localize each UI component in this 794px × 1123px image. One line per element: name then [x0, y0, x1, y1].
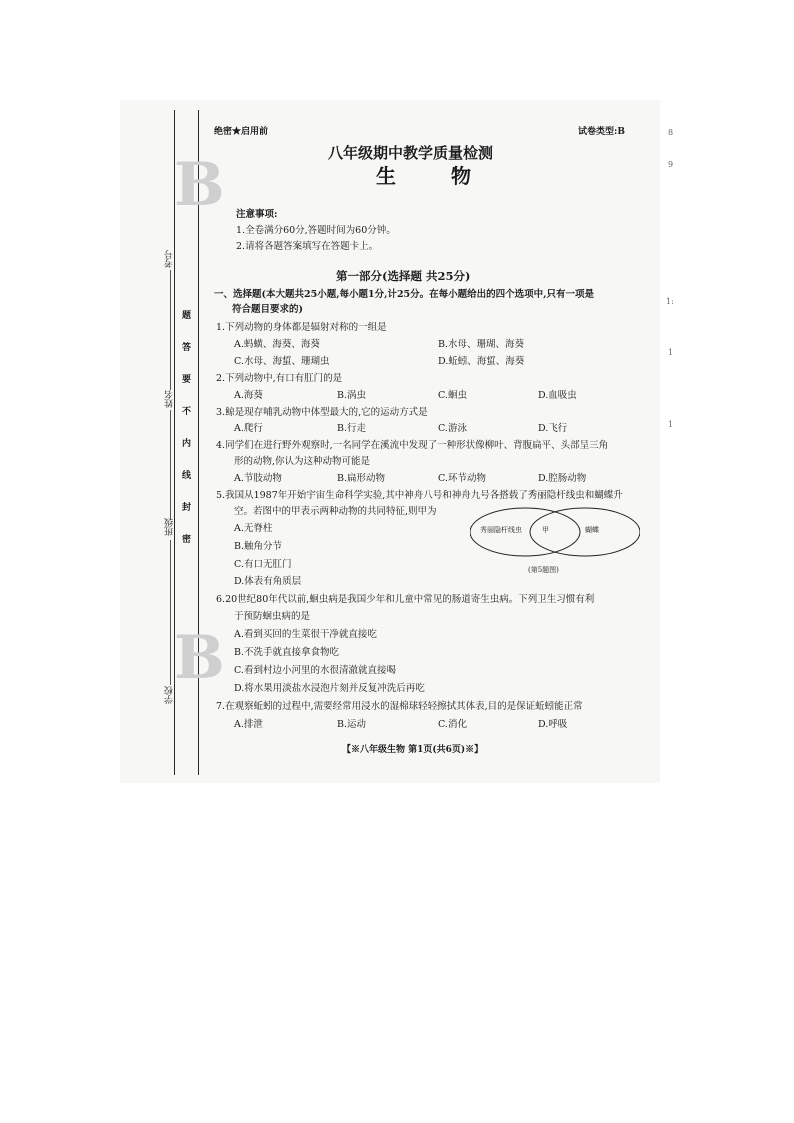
edge-mark: 1:: [666, 297, 674, 306]
notice-item: 1.全卷满分60分,答题时间为60分钟。: [236, 225, 396, 236]
question-stem: 2.下列动物中,有口有肛门的是: [216, 373, 343, 384]
seal-char: 密: [182, 535, 192, 545]
answer-option: D.血吸虫: [538, 390, 577, 401]
seal-char: 答: [182, 343, 192, 353]
seal-char: 线: [182, 471, 192, 481]
question-stem: 3.鲸是现存哺乳动物中体型最大的,它的运动方式是: [216, 407, 428, 418]
answer-option: D.呼吸: [538, 719, 568, 730]
edge-mark: 1: [668, 420, 674, 429]
confidential-label: 绝密★启用前: [214, 127, 269, 137]
side-label-class: 班级: [165, 518, 175, 536]
answer-option: A.无脊柱: [234, 523, 273, 534]
answer-option: D.腔肠动物: [538, 473, 587, 484]
question-stem: 6.20世纪80年代以前,蛔虫病是我国少年和儿童中常见的肠道寄生虫病。下列卫生习惯有利: [216, 594, 595, 605]
seal-char: 封: [182, 503, 192, 513]
side-label-exam-number: 考号: [165, 250, 175, 268]
side-line-3: [170, 540, 171, 685]
answer-option: C.环节动物: [438, 473, 486, 484]
answer-option: C.消化: [438, 719, 467, 730]
answer-option: A.海葵: [234, 390, 263, 401]
question-stem: 于预防蛔虫病的是: [234, 611, 311, 622]
venn-label-right: 蝴蝶: [585, 526, 599, 534]
seal-char: 题: [182, 311, 192, 321]
question-stem: 1.下列动物的身体都是辐射对称的一组是: [216, 322, 387, 333]
question-stem: 5.我国从1987年开始宇宙生命科学实验,其中神舟八号和神舟九号各搭载了秀丽隐杆线虫和蝴蝶升: [216, 490, 623, 501]
answer-option: A.排泄: [234, 719, 263, 730]
answer-option: D.体表有角质层: [234, 576, 302, 587]
venn-label-left: 秀丽隐杆线虫: [480, 526, 522, 534]
answer-option: B.不洗手就直接拿食物吃: [234, 647, 340, 658]
answer-option: A.看到买回的生菜很干净就直接吃: [234, 629, 377, 640]
notice-item: 2.请将各题答案填写在答题卡上。: [236, 241, 379, 252]
seal-char: 不: [182, 407, 192, 417]
answer-option: B.涡虫: [337, 390, 367, 401]
watermark-letter-bottom: B: [174, 623, 225, 693]
answer-option: C.蛔虫: [438, 390, 467, 401]
answer-option: B.触角分节: [234, 541, 283, 552]
edge-mark: 9: [668, 160, 674, 169]
seal-char: 要: [182, 375, 192, 385]
question-stem: 4.同学们在进行野外观察时,一名同学在溪流中发现了一种形状像柳叶、背腹扁平、头部呈三角: [216, 440, 609, 451]
answer-option: B.运动: [337, 719, 367, 730]
exam-title: 八年级期中教学质量检测: [328, 144, 494, 162]
section-instruction: 一、选择题(本大题共25小题,每小题1分,计25分。在每小题给出的四个选项中,只有一项是: [214, 289, 594, 300]
side-line-2: [170, 410, 171, 520]
question-stem: 7.在观察蚯蚓的过程中,需要经常用浸水的湿棉球轻轻擦拭其体表,目的是保证蚯蚓能正常: [216, 701, 583, 712]
figure-caption: (第5题图): [528, 566, 559, 574]
answer-option: C.有口无肛门: [234, 559, 292, 570]
answer-option: C.游泳: [438, 423, 467, 434]
venn-label-center: 甲: [542, 526, 549, 534]
paper-type-label: 试卷类型:B: [578, 127, 625, 137]
answer-option: D.蚯蚓、海蜇、海葵: [438, 356, 525, 367]
answer-option: B.行走: [337, 423, 367, 434]
answer-option: D.飞行: [538, 423, 568, 434]
side-label-name: 姓名: [165, 390, 175, 408]
exam-sheet: [120, 100, 660, 783]
answer-option: C.水母、海蜇、珊瑚虫: [234, 356, 330, 367]
notice-heading: 注意事项:: [236, 209, 278, 220]
edge-mark: 8: [668, 128, 674, 137]
answer-option: D.将水果用淡盐水浸泡片刻并反复冲洗后再吃: [234, 683, 425, 694]
section-instruction: 符合题目要求的): [232, 304, 303, 315]
page-footer: 【※八年级生物 第1页(共6页)※】: [342, 745, 484, 755]
question-stem: 空。若图中的甲表示两种动物的共同特征,则甲为: [234, 506, 437, 517]
part-title: 第一部分(选择题 共25分): [336, 269, 471, 283]
answer-option: C.看到村边小河里的水很清澈就直接喝: [234, 665, 396, 676]
side-label-school: 学校: [165, 686, 175, 704]
watermark-letter-top: B: [174, 150, 225, 220]
edge-mark: 1: [668, 348, 674, 357]
subject-title: 生 物: [376, 164, 495, 188]
side-line-1: [170, 270, 171, 390]
answer-option: A.爬行: [234, 423, 263, 434]
question-stem: 形的动物,你认为这种动物可能是: [234, 456, 371, 467]
answer-option: A.蚂蟥、海葵、海葵: [234, 339, 320, 350]
answer-option: B.扁形动物: [337, 473, 386, 484]
seal-char: 内: [182, 439, 192, 449]
answer-option: A.节肢动物: [234, 473, 282, 484]
answer-option: B.水母、珊瑚、海葵: [438, 339, 525, 350]
